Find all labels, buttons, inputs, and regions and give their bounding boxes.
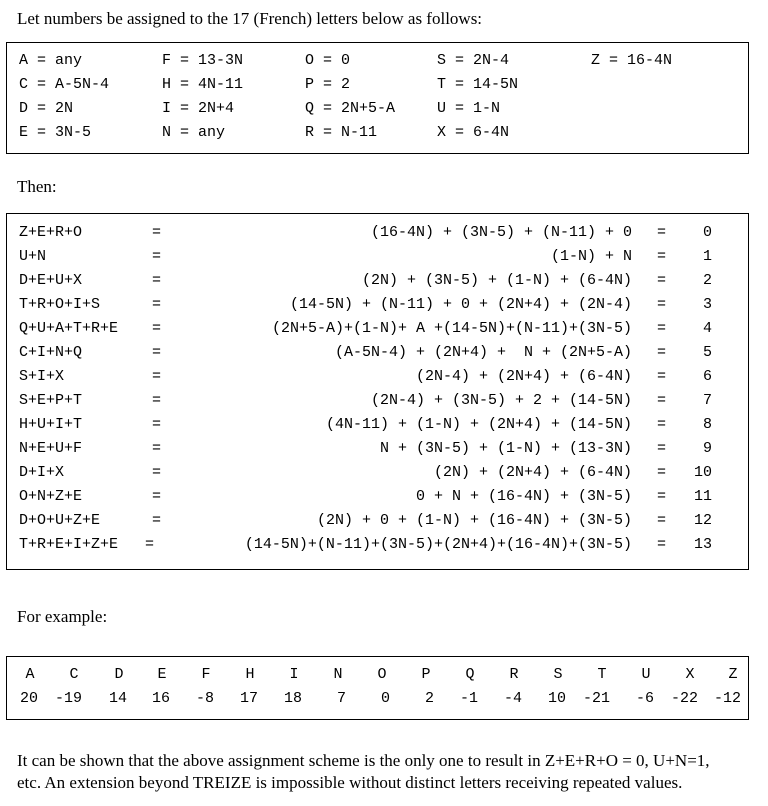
- equation-letters: D+E+U+X: [19, 272, 83, 289]
- letter-assignment: E = 3N-5: [19, 124, 92, 141]
- equation-value: 9: [702, 440, 712, 457]
- intro-text: Let numbers be assigned to the 17 (French) letters below as follows:: [17, 9, 483, 28]
- equation-expression: (14-5N) + (N-11) + 0 + (2N+4) + (2N-4): [289, 296, 632, 313]
- example-letter: T: [597, 666, 607, 683]
- equals-sign: =: [657, 296, 667, 313]
- example-letter: O: [377, 666, 387, 683]
- letter-assignment: C = A-5N-4: [19, 76, 110, 93]
- conclusion-line-2: etc. An extension beyond TREIZE is impossible without distinct letters receiving repeated values.: [17, 773, 683, 792]
- equation-value: 1: [702, 248, 712, 265]
- example-letter: C: [69, 666, 79, 683]
- letter-assignment: S = 2N-4: [437, 52, 510, 69]
- equation-value: 0: [702, 224, 712, 241]
- equation-value: 3: [702, 296, 712, 313]
- equation-letters: T+R+O+I+S: [19, 296, 101, 313]
- equals-sign: =: [657, 512, 667, 529]
- equation-row: [7, 293, 748, 317]
- equation-value: 2: [702, 272, 712, 289]
- equation-row: [7, 413, 748, 437]
- equations-box: [6, 213, 749, 570]
- equation-row: [7, 269, 748, 293]
- example-letter: Z: [728, 666, 738, 683]
- equals-sign: =: [657, 488, 667, 505]
- equation-row: [7, 437, 748, 461]
- equation-row: [7, 485, 748, 509]
- equals-sign: =: [152, 224, 162, 241]
- equation-value: 5: [702, 344, 712, 361]
- equals-sign: =: [152, 296, 162, 313]
- equals-sign: =: [657, 272, 667, 289]
- letter-assignment: R = N-11: [305, 124, 378, 141]
- example-value: 14: [108, 690, 127, 707]
- assignment-box: [6, 42, 749, 154]
- example-letter: R: [509, 666, 519, 683]
- example-value: 18: [283, 690, 302, 707]
- equation-letters: N+E+U+F: [19, 440, 83, 457]
- equation-expression: (2N) + (3N-5) + (1-N) + (6-4N): [361, 272, 632, 289]
- equation-value: 11: [693, 488, 712, 505]
- equation-expression: (2N) + 0 + (1-N) + (16-4N) + (3N-5): [316, 512, 632, 529]
- example-table: [7, 663, 748, 713]
- example-value: 2: [424, 690, 434, 707]
- example-value: 7: [336, 690, 346, 707]
- equals-sign: =: [152, 272, 162, 289]
- letter-assignment: Z = 16-4N: [591, 52, 673, 69]
- equals-sign: =: [152, 344, 162, 361]
- assignment-grid: [19, 49, 739, 145]
- equation-expression: (2N+5-A)+(1-N)+ A +(14-5N)+(N-11)+(3N-5): [271, 320, 632, 337]
- equals-sign: =: [657, 440, 667, 457]
- equation-expression: (2N) + (2N+4) + (6-4N): [433, 464, 632, 481]
- equation-expression: (4N-11) + (1-N) + (2N+4) + (14-5N): [325, 416, 632, 433]
- letter-assignment: Q = 2N+5-A: [305, 100, 396, 117]
- equals-sign: =: [152, 320, 162, 337]
- example-box: [6, 656, 749, 720]
- equals-sign: =: [152, 368, 162, 385]
- example-letter: D: [114, 666, 124, 683]
- letter-assignment: O = 0: [305, 52, 351, 69]
- example-value: 20: [19, 690, 38, 707]
- equation-expression: (A-5N-4) + (2N+4) + N + (2N+5-A): [334, 344, 632, 361]
- equation-row: [7, 221, 748, 245]
- example-letter: P: [421, 666, 431, 683]
- example-letter: H: [245, 666, 255, 683]
- letter-assignment: N = any: [162, 124, 226, 141]
- equals-sign: =: [657, 368, 667, 385]
- equation-expression: (2N-4) + (2N+4) + (6-4N): [415, 368, 632, 385]
- equals-sign: =: [657, 224, 667, 241]
- equation-expression: (1-N) + N: [550, 248, 632, 265]
- equation-letters: T+R+E+I+Z+E: [19, 536, 119, 553]
- letter-assignment: U = 1-N: [437, 100, 501, 117]
- equation-letters: S+I+X: [19, 368, 65, 385]
- equation-row: [7, 389, 748, 413]
- equation-value: 12: [693, 512, 712, 529]
- example-value: 0: [380, 690, 390, 707]
- equals-sign: =: [152, 464, 162, 481]
- example-letter: Q: [465, 666, 475, 683]
- equals-sign: =: [152, 248, 162, 265]
- equals-sign: =: [657, 416, 667, 433]
- equals-sign: =: [152, 488, 162, 505]
- equals-sign: =: [152, 392, 162, 409]
- equation-letters: S+E+P+T: [19, 392, 83, 409]
- equals-sign: =: [145, 536, 155, 553]
- letter-assignment: A = any: [19, 52, 83, 69]
- equation-row: [7, 365, 748, 389]
- example-letter: U: [641, 666, 651, 683]
- equals-sign: =: [657, 344, 667, 361]
- equation-letters: Z+E+R+O: [19, 224, 83, 241]
- equation-expression: (16-4N) + (3N-5) + (N-11) + 0: [370, 224, 632, 241]
- example-value: -1: [459, 690, 478, 707]
- example-value: 16: [151, 690, 170, 707]
- example-value: -19: [54, 690, 82, 707]
- example-value: -4: [503, 690, 522, 707]
- equation-letters: D+O+U+Z+E: [19, 512, 101, 529]
- equals-sign: =: [152, 416, 162, 433]
- letter-assignment: P = 2: [305, 76, 351, 93]
- letter-assignment: X = 6-4N: [437, 124, 510, 141]
- letter-assignment: D = 2N: [19, 100, 74, 117]
- equals-sign: =: [657, 464, 667, 481]
- example-letter: S: [553, 666, 563, 683]
- equation-row: [7, 245, 748, 269]
- then-text: Then:: [17, 177, 57, 196]
- letter-assignment: I = 2N+4: [162, 100, 235, 117]
- equation-value: 7: [702, 392, 712, 409]
- example-letter: X: [685, 666, 695, 683]
- example-letter: F: [201, 666, 211, 683]
- equation-letters: O+N+Z+E: [19, 488, 83, 505]
- example-letter: E: [157, 666, 167, 683]
- example-letter: I: [289, 666, 299, 683]
- example-label: For example:: [17, 607, 108, 626]
- example-value: -6: [635, 690, 654, 707]
- example-value: -22: [670, 690, 698, 707]
- equation-row: [7, 509, 748, 533]
- example-value: -21: [582, 690, 610, 707]
- equation-row: [7, 461, 748, 485]
- equation-expression: 0 + N + (16-4N) + (3N-5): [415, 488, 632, 505]
- conclusion-line-1: It can be shown that the above assignment scheme is the only one to result in Z+E+R+O = 0, U+N=1,: [17, 751, 710, 770]
- equation-value: 4: [702, 320, 712, 337]
- equation-expression: (14-5N)+(N-11)+(3N-5)+(2N+4)+(16-4N)+(3N-5): [244, 536, 632, 553]
- example-value: 17: [239, 690, 258, 707]
- letter-assignment: F = 13-3N: [162, 52, 244, 69]
- equation-expression: (2N-4) + (3N-5) + 2 + (14-5N): [370, 392, 632, 409]
- equals-sign: =: [657, 392, 667, 409]
- equation-letters: H+U+I+T: [19, 416, 83, 433]
- equals-sign: =: [657, 536, 667, 553]
- equation-letters: U+N: [19, 248, 47, 265]
- example-letter: A: [25, 666, 35, 683]
- example-letter: N: [333, 666, 343, 683]
- equation-value: 8: [702, 416, 712, 433]
- equals-sign: =: [657, 248, 667, 265]
- equals-sign: =: [152, 512, 162, 529]
- equations-table: [7, 221, 748, 561]
- equals-sign: =: [152, 440, 162, 457]
- equation-value: 10: [693, 464, 712, 481]
- letter-assignment: H = 4N-11: [162, 76, 244, 93]
- equation-row: [7, 533, 748, 557]
- example-value: 10: [547, 690, 566, 707]
- equation-value: 13: [693, 536, 712, 553]
- example-value: -12: [713, 690, 741, 707]
- equation-expression: N + (3N-5) + (1-N) + (13-3N): [379, 440, 632, 457]
- equation-letters: Q+U+A+T+R+E: [19, 320, 119, 337]
- letter-assignment: T = 14-5N: [437, 76, 519, 93]
- equals-sign: =: [657, 320, 667, 337]
- equation-row: [7, 317, 748, 341]
- equation-letters: D+I+X: [19, 464, 65, 481]
- equation-letters: C+I+N+Q: [19, 344, 83, 361]
- equation-row: [7, 341, 748, 365]
- example-value: -8: [195, 690, 214, 707]
- equation-value: 6: [702, 368, 712, 385]
